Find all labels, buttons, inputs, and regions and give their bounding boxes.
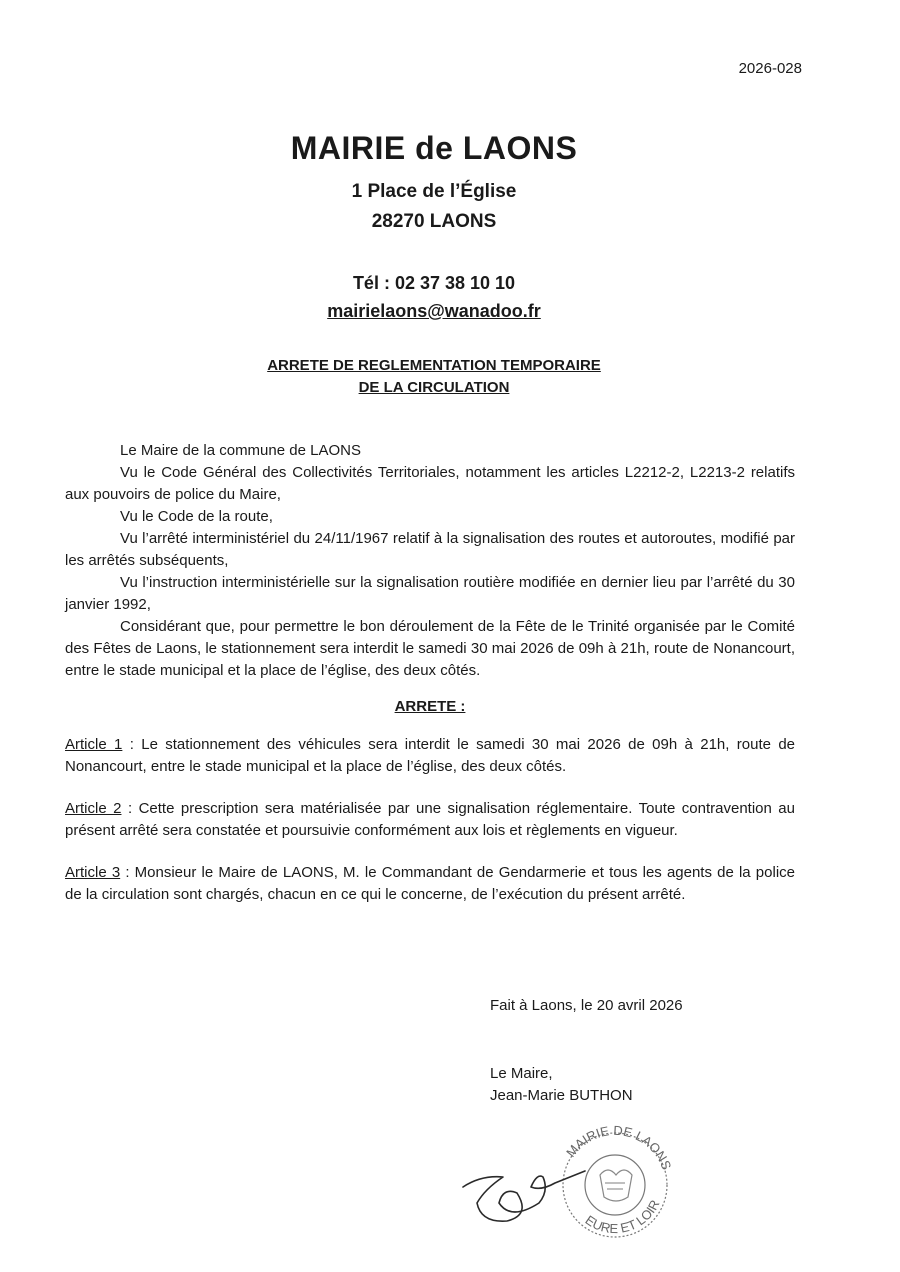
document-reference: 2026-028 [738,60,802,77]
svg-text:EURE ET LOIR [583,1197,663,1236]
address-line-1: 1 Place de l’Église [351,181,517,202]
address-line-2: 28270 LAONS [371,211,497,232]
article-label: Article 3 [65,864,121,881]
town-stamp [563,1125,674,1237]
article-1 [65,734,795,778]
email-link[interactable]: mairielaons@wanadoo.fr [327,301,541,321]
signature-block [490,1063,633,1107]
preamble-paragraph: Considérant que, pour permettre le bon déroulement de la Fête de le Trinité organisée par le Comité des Fêtes de Laons, le stationnement sera interdit le samedi 30 mai 2026 de 09h à 21h, route de Nonancourt, entre le stade municipal et la place de l’église, des deux côtés. [65,618,795,679]
phone: Tél : 02 37 38 10 10 [352,273,516,293]
place-and-date: Fait à Laons, le 20 avril 2026 [490,997,683,1014]
signatory-title: Le Maire, [490,1065,553,1082]
signatory-name: Jean-Marie BUTHON [490,1087,633,1104]
preamble-paragraph: Le Maire de la commune de LAONS [120,442,361,459]
preamble-paragraph: Vu le Code Général des Collectivités Territoriales, notamment les articles L2212-2, L2213-2 relatifs aux pouvoirs de police du Maire, [65,464,795,503]
mairie-name: MAIRIE de LAONS [290,130,578,166]
preamble-paragraph: Vu l’instruction interministérielle sur la signalisation routière modifiée en dernier lieu par l’arrêté du 30 janvier 1992, [65,574,795,613]
decree-title [0,355,868,399]
handwritten-signature [463,1171,585,1221]
decision-heading: ARRETE : [394,698,466,715]
article-text: : Le stationnement des véhicules sera interdit le samedi 30 mai 2026 de 09h à 21h, route de Nonancourt, entre le stade municipal et la place de l’église, des deux côtés. [65,736,796,775]
signature-and-stamp [455,1125,685,1240]
article-text: : Cette prescription sera matérialisée par une signalisation réglementaire. Toute contravention au présent arrêté sera constatée et poursuivie conformément aux lois et règlements en vigueur. [65,800,795,839]
article-label: Article 2 [65,800,122,817]
letterhead [0,130,868,325]
svg-text:MAIRIE DE LAONS [563,1125,674,1172]
article-text: : Monsieur le Maire de LAONS, M. le Commandant de Gendarmerie et tous les agents de la police de la circulation sont chargés, chacun en ce qui le concerne, de l’exécution du présent arrêté. [65,864,795,903]
decree-title-line-2: DE LA CIRCULATION [358,379,510,396]
stamp-top-text: MAIRIE DE LAONS [563,1125,675,1172]
decree-body [65,440,795,906]
article-label: Article 1 [65,736,123,753]
decree-title-line-1: ARRETE DE REGLEMENTATION TEMPORAIRE [267,357,601,374]
stamp-bottom-text: EURE ET LOIR [582,1197,663,1237]
article-2 [65,798,795,842]
article-3 [65,862,795,906]
preamble-paragraph: Vu le Code de la route, [120,508,273,525]
preamble-paragraph: Vu l’arrêté interministériel du 24/11/1967 relatif à la signalisation des routes et autoroutes, modifié par les arrêtés subséquents, [65,530,795,569]
